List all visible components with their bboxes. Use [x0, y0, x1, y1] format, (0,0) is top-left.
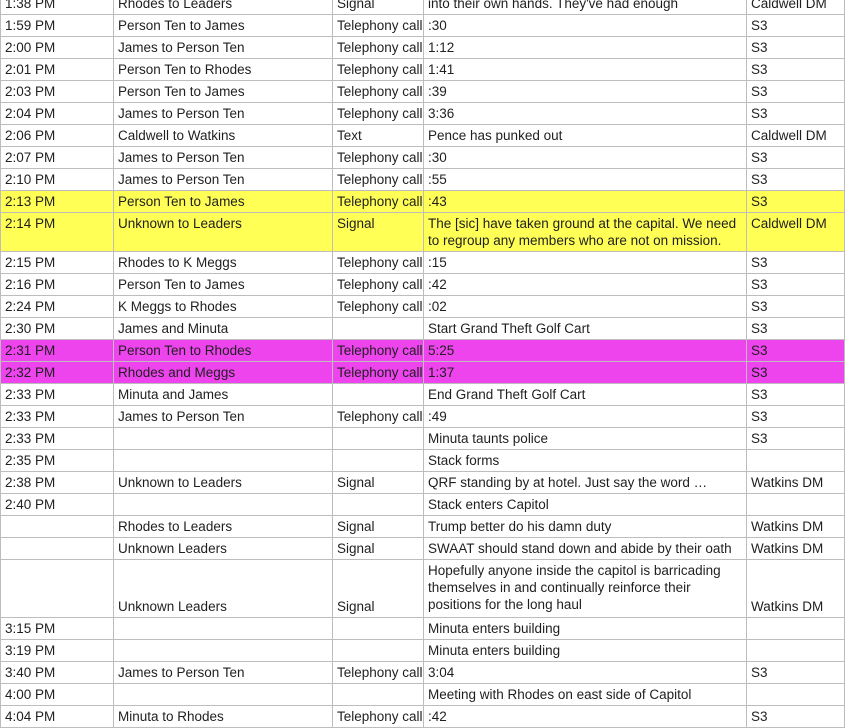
cell-time[interactable]: 2:33 PM	[1, 428, 114, 450]
cell-type[interactable]	[333, 494, 424, 516]
cell-parties[interactable]: Person Ten to James	[114, 81, 333, 103]
cell-parties[interactable]: James to Person Ten	[114, 147, 333, 169]
table-row	[1, 15, 845, 37]
cell-source[interactable]: Caldwell DM	[747, 213, 845, 252]
cell-time[interactable]: 1:59 PM	[1, 15, 114, 37]
cell-parties[interactable]: Unknown to Leaders	[114, 472, 333, 494]
cell-time[interactable]: 1:38 PM	[1, 0, 114, 15]
table-row	[1, 450, 845, 472]
cell-type[interactable]	[333, 318, 424, 340]
cell-parties[interactable]: Person Ten to James	[114, 191, 333, 213]
cell-notes[interactable]: :39	[424, 81, 747, 103]
table-row	[1, 274, 845, 296]
table-row	[1, 538, 845, 560]
cell-type[interactable]: Telephony call	[333, 705, 424, 727]
table-row	[1, 37, 845, 59]
cell-notes[interactable]: :30	[424, 15, 747, 37]
cell-parties[interactable]: James to Person Ten	[114, 661, 333, 683]
table-row	[1, 639, 845, 661]
cell-notes[interactable]: Stack enters Capitol	[424, 494, 747, 516]
cell-parties[interactable]: Unknown Leaders	[114, 560, 333, 618]
cell-time[interactable]: 4:00 PM	[1, 683, 114, 705]
cell-notes[interactable]: into their own hands. They've had enough	[424, 0, 747, 15]
cell-source[interactable]	[747, 683, 845, 705]
table-row	[1, 362, 845, 384]
cell-parties[interactable]	[114, 683, 333, 705]
cell-source[interactable]: S3	[747, 428, 845, 450]
cell-notes[interactable]: Stack forms	[424, 450, 747, 472]
cell-parties[interactable]: Rhodes and Meggs	[114, 362, 333, 384]
cell-parties[interactable]	[114, 494, 333, 516]
table-row	[1, 213, 845, 252]
table-row	[1, 103, 845, 125]
cell-source[interactable]: S3	[747, 384, 845, 406]
cell-time[interactable]: 2:03 PM	[1, 81, 114, 103]
cell-source[interactable]: S3	[747, 406, 845, 428]
table-row	[1, 81, 845, 103]
cell-source[interactable]: S3	[747, 81, 845, 103]
cell-notes[interactable]: :02	[424, 296, 747, 318]
cell-type[interactable]	[333, 450, 424, 472]
cell-notes[interactable]: 5:25	[424, 340, 747, 362]
cell-time[interactable]: 2:06 PM	[1, 125, 114, 147]
cell-type[interactable]: Signal	[333, 213, 424, 252]
cell-parties[interactable]: Person Ten to James	[114, 274, 333, 296]
cell-parties[interactable]: James to Person Ten	[114, 103, 333, 125]
cell-source[interactable]: S3	[747, 661, 845, 683]
cell-source[interactable]: S3	[747, 705, 845, 727]
table-row	[1, 617, 845, 639]
table-row	[1, 384, 845, 406]
cell-source[interactable]: Watkins DM	[747, 560, 845, 618]
cell-type[interactable]	[333, 617, 424, 639]
table-row	[1, 661, 845, 683]
cell-notes[interactable]: Minuta enters building	[424, 617, 747, 639]
cell-type[interactable]: Telephony call	[333, 15, 424, 37]
cell-parties[interactable]: Unknown to Leaders	[114, 213, 333, 252]
cell-notes[interactable]: Hopefully anyone inside the capitol is barricading themselves in and continually reinforce their positions for the long haul	[424, 560, 747, 618]
table-row	[1, 59, 845, 81]
table-row	[1, 318, 845, 340]
cell-type[interactable]	[333, 639, 424, 661]
cell-notes[interactable]: :42	[424, 274, 747, 296]
cell-time[interactable]: 2:31 PM	[1, 340, 114, 362]
cell-time[interactable]	[1, 516, 114, 538]
cell-parties[interactable]: Caldwell to Watkins	[114, 125, 333, 147]
table-row	[1, 125, 845, 147]
table-row	[1, 428, 845, 450]
cell-notes[interactable]: 1:12	[424, 37, 747, 59]
table-row	[1, 252, 845, 274]
cell-type[interactable]: Telephony call	[333, 274, 424, 296]
cell-parties[interactable]: Person Ten to James	[114, 15, 333, 37]
cell-parties[interactable]: Rhodes to K Meggs	[114, 252, 333, 274]
cell-time[interactable]: 2:32 PM	[1, 362, 114, 384]
cell-notes[interactable]: End Grand Theft Golf Cart	[424, 384, 747, 406]
cell-time[interactable]: 2:10 PM	[1, 169, 114, 191]
cell-source[interactable]: S3	[747, 252, 845, 274]
cell-parties[interactable]: Rhodes to Leaders	[114, 516, 333, 538]
cell-time[interactable]: 2:33 PM	[1, 384, 114, 406]
cell-source[interactable]: Caldwell DM	[747, 125, 845, 147]
cell-parties[interactable]: James to Person Ten	[114, 169, 333, 191]
table-row	[1, 705, 845, 727]
cell-source[interactable]: S3	[747, 318, 845, 340]
cell-time[interactable]: 2:07 PM	[1, 147, 114, 169]
cell-notes[interactable]: Pence has punked out	[424, 125, 747, 147]
cell-notes[interactable]: :15	[424, 252, 747, 274]
cell-time[interactable]: 2:40 PM	[1, 494, 114, 516]
cell-notes[interactable]: Meeting with Rhodes on east side of Capitol	[424, 683, 747, 705]
cell-parties[interactable]: Person Ten to Rhodes	[114, 59, 333, 81]
cell-parties[interactable]: Person Ten to Rhodes	[114, 340, 333, 362]
cell-notes[interactable]: :43	[424, 191, 747, 213]
cell-type[interactable]: Telephony call	[333, 81, 424, 103]
cell-source[interactable]: S3	[747, 362, 845, 384]
cell-parties[interactable]: Unknown Leaders	[114, 538, 333, 560]
cell-time[interactable]: 2:14 PM	[1, 213, 114, 252]
cell-parties[interactable]	[114, 617, 333, 639]
cell-time[interactable]: 2:00 PM	[1, 37, 114, 59]
cell-notes[interactable]: 3:36	[424, 103, 747, 125]
cell-source[interactable]: Watkins DM	[747, 538, 845, 560]
cell-source[interactable]: Watkins DM	[747, 516, 845, 538]
cell-parties[interactable]: Rhodes to Leaders	[114, 0, 333, 15]
cell-time[interactable]: 3:40 PM	[1, 661, 114, 683]
table-row	[1, 683, 845, 705]
cell-parties[interactable]: James to Person Ten	[114, 37, 333, 59]
cell-source[interactable]: S3	[747, 191, 845, 213]
cell-notes[interactable]: SWAAT should stand down and abide by their oath	[424, 538, 747, 560]
cell-notes[interactable]: The [sic] have taken ground at the capital. We need to regroup any members who are not on mission.	[424, 213, 747, 252]
cell-source[interactable]: S3	[747, 37, 845, 59]
cell-source[interactable]: S3	[747, 296, 845, 318]
table-row	[1, 472, 845, 494]
cell-source[interactable]	[747, 617, 845, 639]
cell-type[interactable]: Telephony call	[333, 340, 424, 362]
cell-type[interactable]: Telephony call	[333, 147, 424, 169]
cell-type[interactable]: Text	[333, 125, 424, 147]
cell-notes[interactable]: :49	[424, 406, 747, 428]
cell-time[interactable]: 2:04 PM	[1, 103, 114, 125]
cell-source[interactable]: S3	[747, 59, 845, 81]
table-row	[1, 169, 845, 191]
cell-parties[interactable]	[114, 450, 333, 472]
cell-time[interactable]: 2:16 PM	[1, 274, 114, 296]
table-row	[1, 147, 845, 169]
cell-type[interactable]	[333, 683, 424, 705]
cell-time[interactable]: 3:15 PM	[1, 617, 114, 639]
cell-source[interactable]: S3	[747, 147, 845, 169]
cell-notes[interactable]: 1:37	[424, 362, 747, 384]
cell-parties[interactable]: James to Person Ten	[114, 406, 333, 428]
table-body	[1, 0, 845, 727]
cell-time[interactable]: 2:35 PM	[1, 450, 114, 472]
cell-time[interactable]	[1, 538, 114, 560]
cell-notes[interactable]: QRF standing by at hotel. Just say the word …	[424, 472, 747, 494]
cell-type[interactable]: Signal	[333, 472, 424, 494]
cell-source[interactable]: S3	[747, 169, 845, 191]
cell-source[interactable]	[747, 450, 845, 472]
cell-type[interactable]: Signal	[333, 0, 424, 15]
table-row	[1, 0, 845, 15]
cell-time[interactable]: 2:30 PM	[1, 318, 114, 340]
table-row	[1, 296, 845, 318]
cell-source[interactable]	[747, 639, 845, 661]
cell-type[interactable]: Telephony call	[333, 191, 424, 213]
table-row	[1, 516, 845, 538]
cell-type[interactable]	[333, 384, 424, 406]
cell-notes[interactable]: 1:41	[424, 59, 747, 81]
cell-type[interactable]: Telephony call	[333, 59, 424, 81]
table-row	[1, 494, 845, 516]
cell-notes[interactable]: :42	[424, 705, 747, 727]
cell-notes[interactable]: Start Grand Theft Golf Cart	[424, 318, 747, 340]
cell-time[interactable]: 2:24 PM	[1, 296, 114, 318]
cell-type[interactable]: Telephony call	[333, 296, 424, 318]
cell-time[interactable]: 3:19 PM	[1, 639, 114, 661]
cell-notes[interactable]: Minuta taunts police	[424, 428, 747, 450]
cell-type[interactable]: Signal	[333, 538, 424, 560]
cell-type[interactable]: Telephony call	[333, 406, 424, 428]
cell-type[interactable]: Telephony call	[333, 362, 424, 384]
cell-notes[interactable]: 3:04	[424, 661, 747, 683]
table-row	[1, 191, 845, 213]
cell-source[interactable]: Watkins DM	[747, 472, 845, 494]
cell-time[interactable]: 2:01 PM	[1, 59, 114, 81]
table-row	[1, 560, 845, 618]
cell-source[interactable]: S3	[747, 340, 845, 362]
table-row	[1, 406, 845, 428]
cell-time[interactable]: 4:04 PM	[1, 705, 114, 727]
cell-time[interactable]: 2:15 PM	[1, 252, 114, 274]
cell-parties[interactable]: Minuta to Rhodes	[114, 705, 333, 727]
cell-time[interactable]: 2:38 PM	[1, 472, 114, 494]
cell-type[interactable]: Signal	[333, 560, 424, 618]
cell-parties[interactable]: K Meggs to Rhodes	[114, 296, 333, 318]
cell-type[interactable]: Telephony call	[333, 252, 424, 274]
cell-parties[interactable]: James and Minuta	[114, 318, 333, 340]
cell-type[interactable]: Signal	[333, 516, 424, 538]
cell-type[interactable]: Telephony call	[333, 661, 424, 683]
cell-source[interactable]: S3	[747, 15, 845, 37]
cell-type[interactable]: Telephony call	[333, 169, 424, 191]
cell-source[interactable]	[747, 494, 845, 516]
table-row	[1, 340, 845, 362]
cell-source[interactable]: Caldwell DM	[747, 0, 845, 15]
cell-parties[interactable]	[114, 428, 333, 450]
cell-source[interactable]: S3	[747, 103, 845, 125]
cell-parties[interactable]: Minuta and James	[114, 384, 333, 406]
cell-notes[interactable]: :55	[424, 169, 747, 191]
cell-notes[interactable]: Trump better do his damn duty	[424, 516, 747, 538]
cell-type[interactable]: Telephony call	[333, 103, 424, 125]
cell-time[interactable]	[1, 560, 114, 618]
cell-type[interactable]	[333, 428, 424, 450]
cell-time[interactable]: 2:13 PM	[1, 191, 114, 213]
cell-notes[interactable]: Minuta enters building	[424, 639, 747, 661]
cell-type[interactable]: Telephony call	[333, 37, 424, 59]
cell-time[interactable]: 2:33 PM	[1, 406, 114, 428]
cell-source[interactable]: S3	[747, 274, 845, 296]
cell-notes[interactable]: :30	[424, 147, 747, 169]
cell-parties[interactable]	[114, 639, 333, 661]
